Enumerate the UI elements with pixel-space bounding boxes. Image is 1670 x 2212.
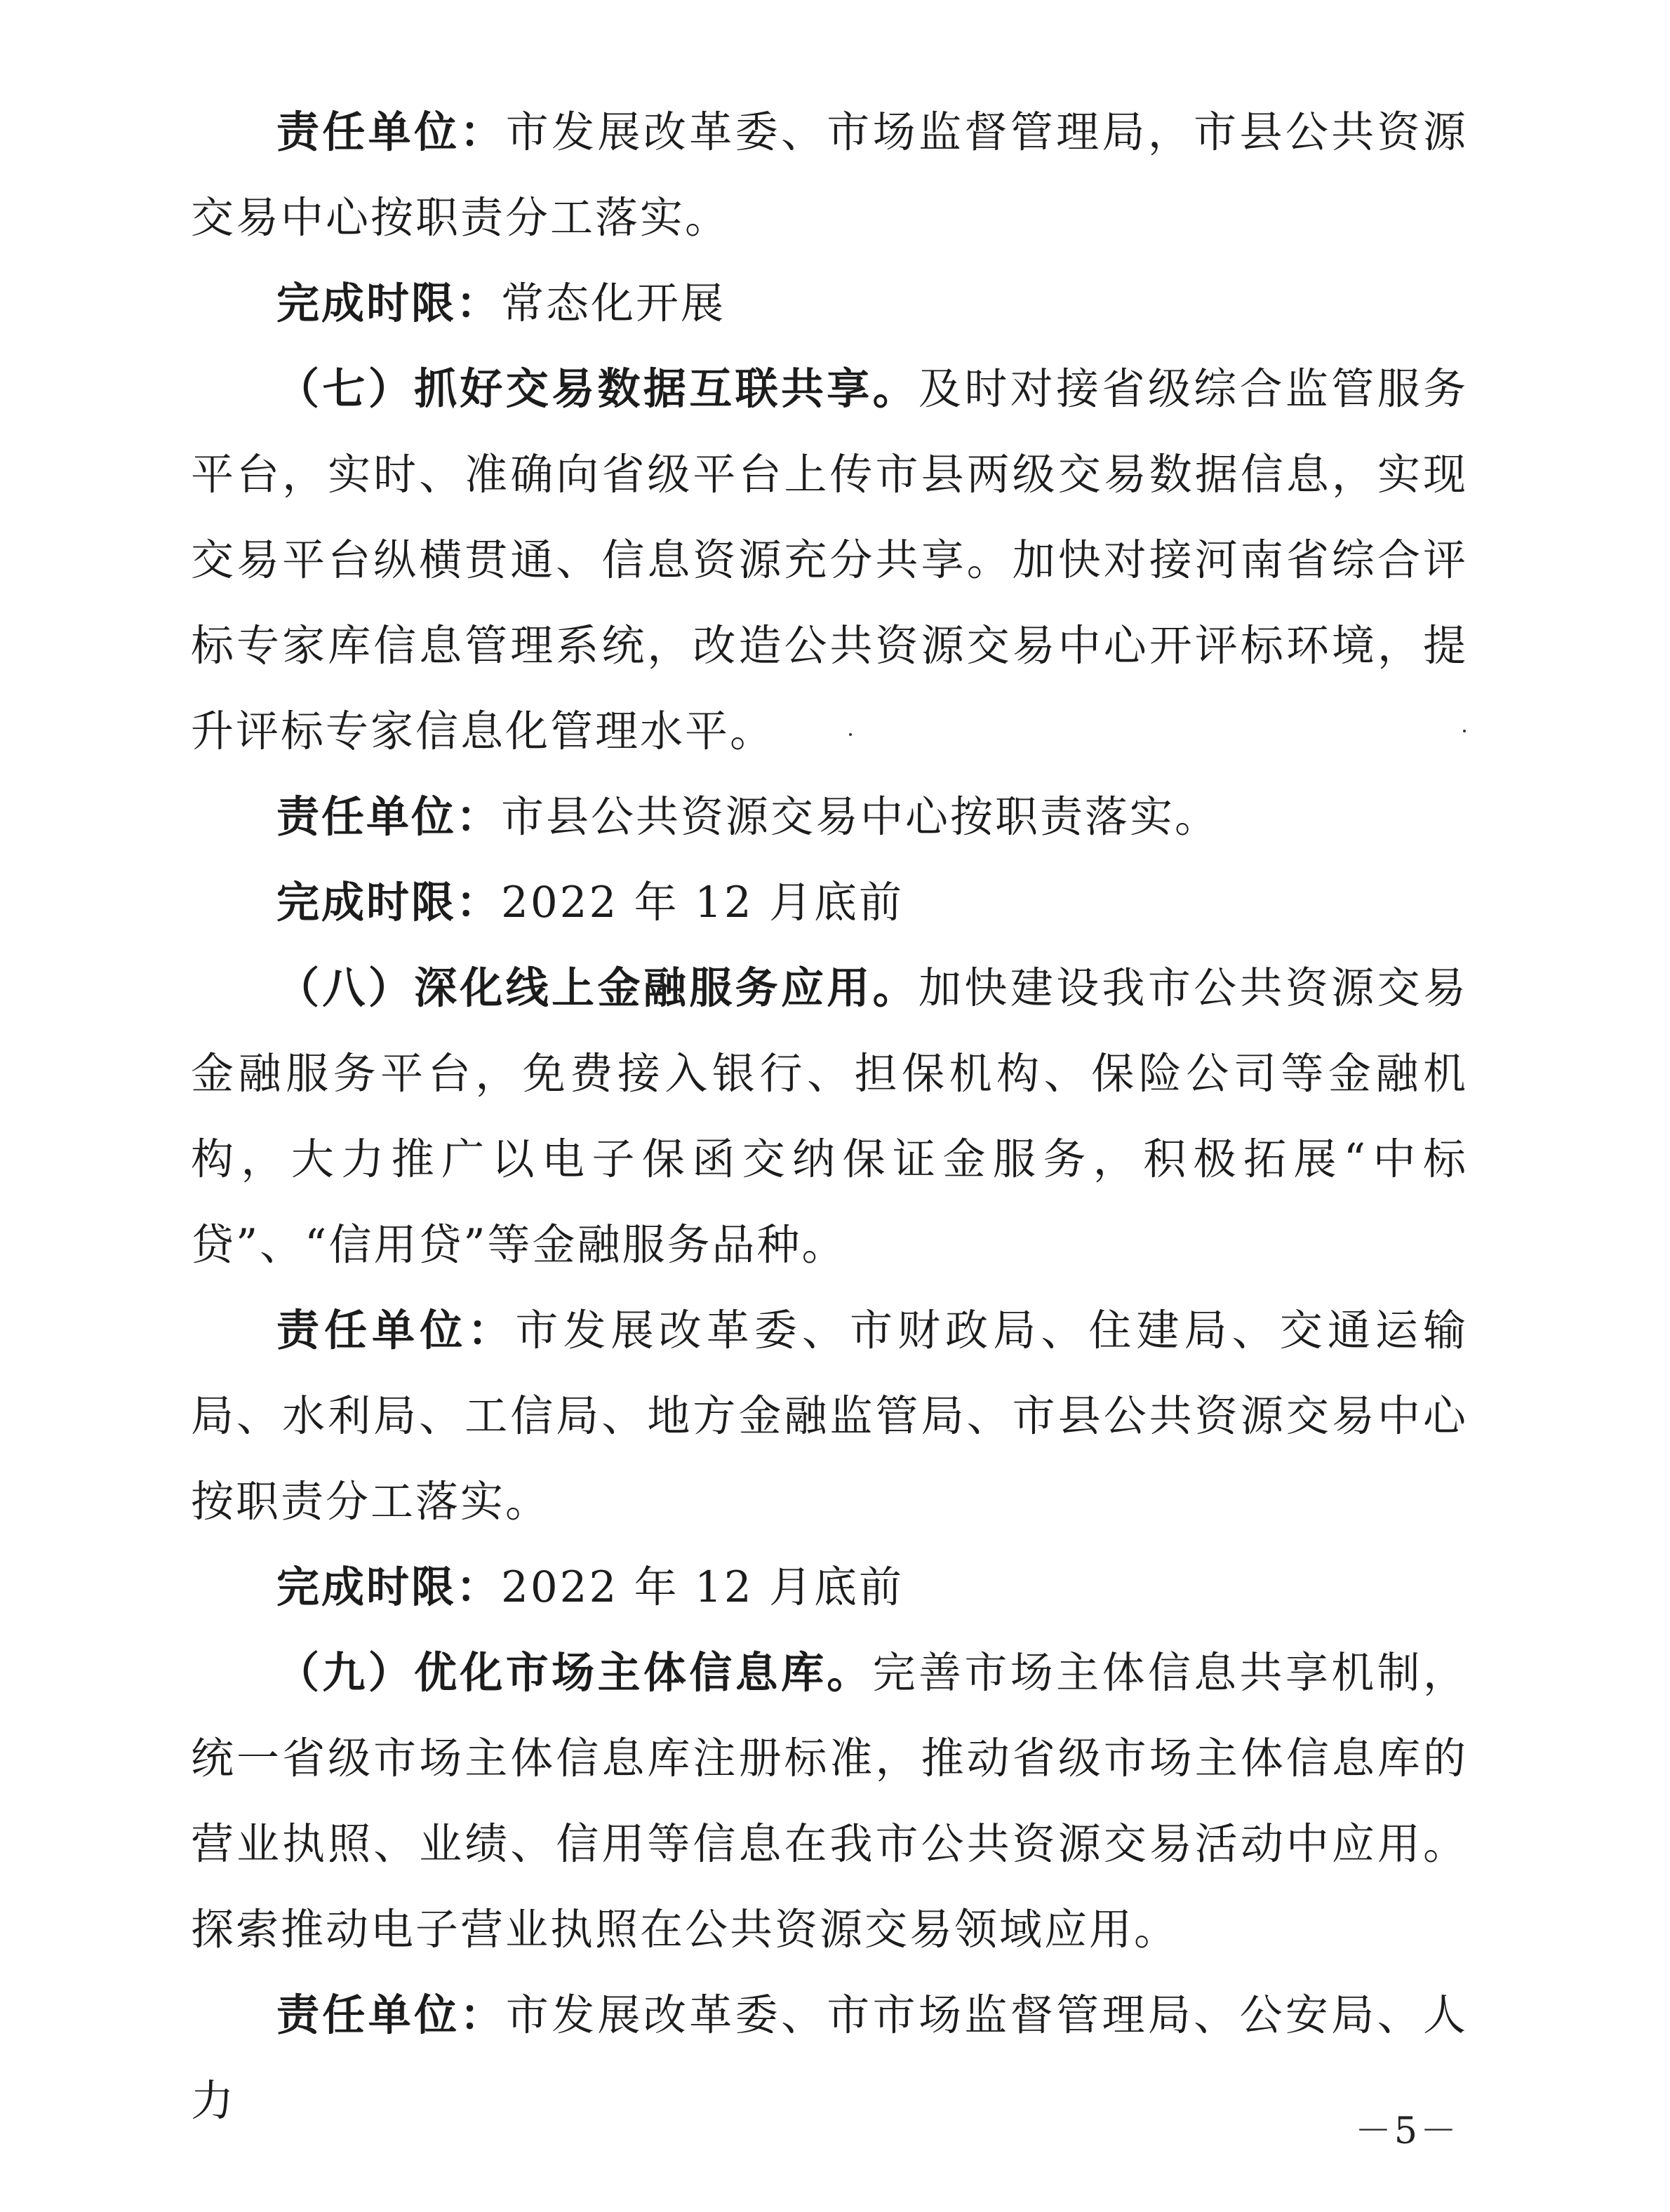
paragraph-label: 完成时限： [276,878,502,927]
section-heading: （九）优化市场主体信息库。 [276,1648,873,1698]
scan-speck [1463,730,1466,732]
paragraph-text: 常态化开展 [501,279,726,328]
paragraph-7 [191,1288,1468,1545]
section-heading: （七）抓好交易数据互联共享。 [276,364,919,414]
paragraph-label: 责任单位： [276,1306,516,1355]
paragraph-label: 责任单位： [276,1990,506,2040]
section-heading: （八）深化线上金融服务应用。 [276,963,919,1013]
scan-speck [849,733,852,736]
paragraph-5 [191,860,1468,946]
paragraph-text: 2022 年 12 月底前 [501,1562,904,1612]
paragraph-6 [191,946,1468,1288]
paragraph-text: 市县公共资源交易中心按职责落实。 [501,792,1220,842]
paragraph-text: 2022 年 12 月底前 [501,878,904,927]
paragraph-10 [191,1973,1468,2144]
paragraph-label: 完成时限： [276,279,502,328]
paragraph-1 [191,90,1468,261]
paragraph-text: 完善市场主体信息共享机制，统一省级市场主体信息库注册标准，推动省级市场主体信息库的营业执照、业绩、信用等信息在我市公共资源交易活动中应用。探索推动电子营业执照在公共资源交易领域应用。 [191,1648,1468,1955]
paragraph-text: 市发展改革委、市市场监督管理局、公安局、人力 [191,1990,1468,2126]
paragraph-label: 责任单位： [276,107,506,157]
paragraph-label: 责任单位： [276,792,502,842]
paragraph-8 [191,1545,1468,1630]
paragraph-9 [191,1630,1468,1973]
paragraph-text: 及时对接省级综合监管服务平台，实时、准确向省级平台上传市县两级交易数据信息，实现交易平台纵横贯通、信息资源充分共享。加快对接河南省综合评标专家库信息管理系统，改造公共资源交易中心开评标环境，提升评标专家信息化管理水平。 [191,364,1468,756]
page-number: －5－ [1354,2110,1459,2152]
document-body [191,90,1468,2144]
paragraph-3 [191,347,1468,775]
paragraph-text: 市发展改革委、市场监督管理局，市县公共资源交易中心按职责分工落实。 [191,107,1468,243]
paragraph-2 [191,261,1468,347]
paragraph-text: 加快建设我市公共资源交易金融服务平台，免费接入银行、担保机构、保险公司等金融机构，大力推广以电子保函交纳保证金服务，积极拓展“中标贷”、“信用贷”等金融服务品种。 [191,963,1468,1270]
paragraph-label: 完成时限： [276,1562,502,1612]
paragraph-4 [191,775,1468,860]
paragraph-text: 市发展改革委、市财政局、住建局、交通运输局、水利局、工信局、地方金融监管局、市县公共资源交易中心按职责分工落实。 [191,1306,1468,1527]
